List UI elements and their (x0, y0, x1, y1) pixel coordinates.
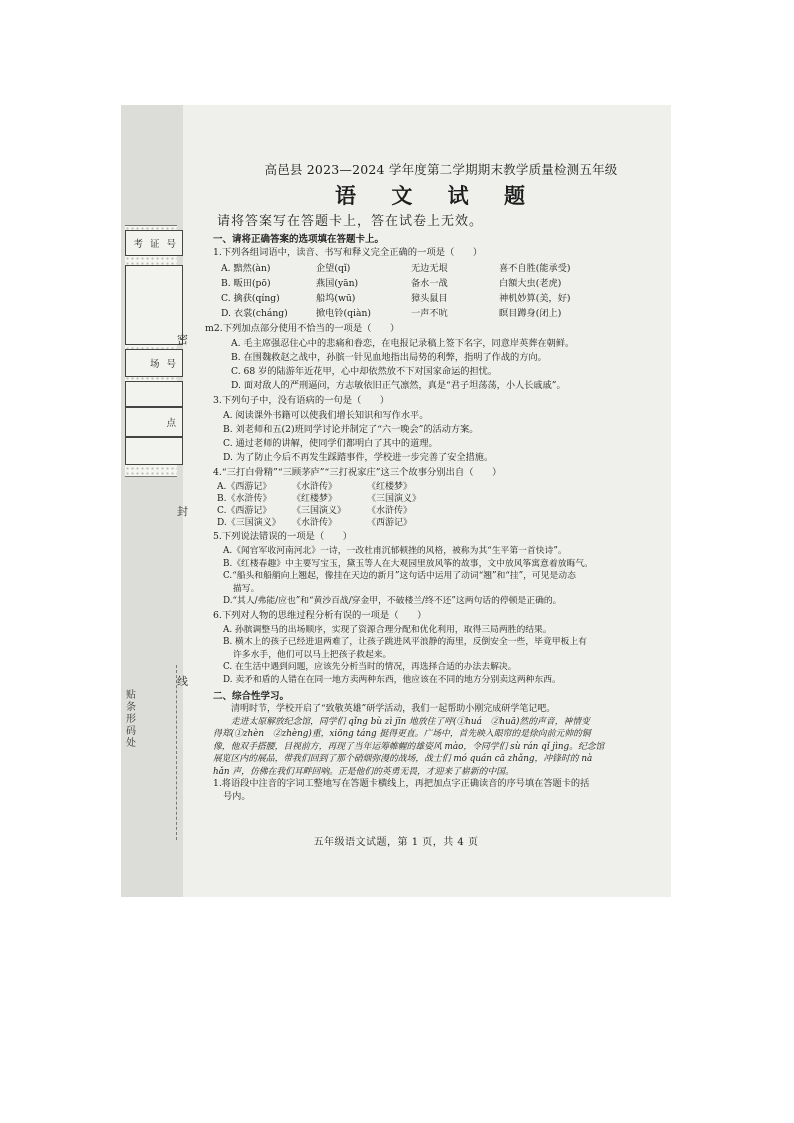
q1-a-2: 企望(qǐ) (316, 263, 351, 274)
q5-option-c: C.“船头和船艄向上翘起，像挂在天边的新月”这句话中运用了动词“翘”和“挂”，可见是动态 (223, 571, 576, 581)
exam-photo (121, 105, 671, 897)
question-5: 5.下列说法错误的一项是（ ） (213, 531, 353, 542)
q4-c-3: 《水浒传》 (367, 506, 413, 516)
blank-box (125, 265, 183, 345)
q3-option-c: C. 通过老师的讲解，使同学们都明白了其中的道理。 (223, 438, 438, 449)
seal-mark-3: 线 (177, 675, 188, 688)
q2-stem: 2.下列加点部分使用不恰当的一项是（ ） (213, 323, 400, 334)
q2-option-d: D. 面对敌人的严刑逼问，方志敏依旧正气凛然，真是“君子坦荡荡，小人长戚戚”。 (231, 380, 566, 391)
q1-a-1: A. 黯然(àn) (221, 263, 271, 274)
question-2 (205, 322, 661, 336)
q1-a-3: 无边无垠 (411, 263, 448, 274)
q4-d-3: 《西游记》 (367, 518, 413, 528)
q1-d-1: D. 衣裳(cháng) (221, 308, 288, 319)
room-number-box (125, 349, 183, 377)
q4-b-1: B.《水浒传》 (217, 494, 272, 504)
passage-line-3: 像，他双手搭腰，目视前方，再现了当年运筹帷幄的雄姿风 mào，令同学们 sù rán qǐ jìng。纪念馆 (213, 741, 605, 752)
passage-line-1: 走进太原解放纪念馆，同学们 qǐng bù zì jīn 地放住了呼(①huá ②huā)然的声音，神情变 (231, 716, 590, 727)
q4-c-1: C.《西游记》 (217, 506, 272, 516)
question-4: 4.“三打白骨精”“三顾茅庐”“三打祝家庄”这三个故事分别出自（ ） (213, 467, 502, 478)
q4-a-1: A.《西游记》 (217, 482, 272, 492)
seal-mark-1: 密 (177, 333, 188, 346)
q1-d-2: 掀电铃(qiàn) (316, 308, 371, 319)
q4-row-b (217, 493, 661, 505)
q4-a-2: 《水浒传》 (292, 482, 338, 492)
q4-d-2: 《水浒传》 (292, 518, 338, 528)
seal-mark-2: 封 (177, 505, 188, 518)
section-2-intro: 清明时节，学校开启了“致敬英雄”研学活动，我们一起帮助小刚完成研学笔记吧。 (231, 704, 556, 714)
q1-b-3: 备水一战 (411, 278, 448, 289)
answer-instruction: 请将答案写在答题卡上，答在试卷上无效。 (217, 214, 484, 229)
exam-content (205, 160, 661, 803)
question-1: 1.下列各组词语中，读音、书写和释义完全正确的一项是（ ） (213, 247, 483, 258)
q6-option-b: B. 横木上的孩子已经进退两难了，让孩子跳进风平浪静的海里，反倒安全一些，毕竟甲板上有 (223, 637, 587, 647)
q3-option-b: B. 刘老师和五(2)班同学讨论并制定了“六一晚会”的活动方案。 (223, 424, 479, 435)
passage-line-4: 展览区内的展品，带我们回到了那个硝烟弥漫的战场，战士们 mó quán cā zhǎng，冲锋时的 nà (213, 754, 593, 764)
exam-title: 高邑县 2023—2024 学年度第二学期期末教学质量检测五年级 (264, 162, 618, 177)
q1-c-1: C. 擒获(qíng) (221, 293, 280, 304)
section-2-heading: 二、综合性学习。 (213, 691, 290, 702)
q4-row-a (217, 481, 661, 493)
barcode-note: 贴条形码处 (126, 690, 136, 749)
q1-a-4: 喜不自胜(能承受) (499, 263, 571, 274)
q3-option-d: D. 为了防止今后不再发生踩踏事件，学校进一步完善了安全措施。 (223, 452, 494, 463)
section-1-heading: 一、请将正确答案的选项填在答题卡上。 (213, 234, 385, 245)
question-3: 3.下列句子中，没有语病的一句是（ ） (213, 395, 390, 406)
q1-c-3: 獐头鼠目 (411, 293, 448, 304)
q1-row-d (221, 306, 661, 321)
subject-title: 语 文 试 题 (335, 183, 539, 208)
q4-d-1: D.《三国演义》 (217, 518, 281, 528)
section-2-q1: 1.将语段中注音的字词工整地写在答题卡横线上，再把加点字正确读音的序号填在答题卡的括 (213, 778, 590, 789)
q4-c-2: 《三国演义》 (292, 506, 347, 516)
blank-box-3 (125, 437, 183, 465)
q2-option-c: C. 68 岁的陆游年近花甲，心中却依然放不下对国家命运的担忧。 (231, 366, 498, 377)
q2-prefix: m (205, 323, 214, 334)
seat-box (125, 407, 183, 437)
q6-option-a: A. 孙膑调整马的出场顺序，实现了资源合理分配和优化利用，取得三局两胜的结果。 (223, 624, 552, 635)
q1-b-2: 燕国(yān) (316, 278, 359, 289)
q5-option-d: D.“其人/弗能/应也”和“黄沙百战/穿金甲，不破楼兰/终不还”这两句话的停顿是正确的。 (223, 596, 562, 606)
q4-row-d (217, 517, 661, 529)
q1-d-3: 一声不吭 (411, 308, 448, 319)
q4-b-3: 《三国演义》 (367, 494, 422, 504)
q6-option-b-cont: 许多水手，他们可以马上把孩子救起来。 (233, 649, 392, 660)
q1-row-c (221, 291, 661, 306)
exam-number-label: 考 证 号 (133, 239, 178, 250)
q5-option-c-cont: 描写。 (233, 583, 260, 594)
q1-row-b (221, 276, 661, 291)
page-footer: 五年级语文试题，第 1 页，共 4 页 (313, 837, 479, 848)
q4-row-c (217, 505, 661, 517)
q4-b-2: 《红楼梦》 (292, 494, 338, 504)
exam-number-box (125, 230, 183, 256)
seat-label: 点 (166, 418, 178, 429)
q4-a-3: 《红楼梦》 (367, 482, 413, 492)
room-number-label: 场 号 (149, 359, 178, 370)
q6-option-d: D. 卖矛和盾的人错在在同一地方卖两种东西，他应该在不同的地方分别卖这两种东西。 (223, 674, 561, 685)
q1-c-2: 船坞(wū) (316, 293, 356, 304)
q1-b-1: B. 畈田(pō) (221, 278, 271, 289)
q1-row-a (221, 261, 661, 276)
q2-option-a: A. 毛主席强忍住心中的悲痛和眷恋，在电报记录稿上签下名字，同意岸英葬在朝鲜。 (231, 338, 575, 349)
question-6: 6.下列对人物的思维过程分析有误的一项是（ ） (213, 609, 427, 621)
blank-box-2 (125, 381, 183, 407)
q1-c-4: 神机妙算(美，好) (499, 293, 571, 304)
passage-line-5: hǎn 声，仿佛在我们耳畔回响。正是他们的英勇无畏，才迎来了崭新的中国。 (213, 766, 514, 777)
q3-option-a: A. 阅读课外书籍可以使我们增长知识和写作水平。 (223, 410, 429, 421)
q5-option-a: A.《闻官军收河南河北》一诗，一改杜甫沉郁顿挫的风格，被称为其“生平第一首快诗”。 (223, 546, 567, 556)
section-2-q1-cont: 号内。 (223, 790, 251, 802)
passage-line-2: 得郑(①zhèn ②zhèng)重，xiōng táng 挺得更直。广场中，首先映入眼帘的是徐向前元帅的铜 (213, 729, 591, 739)
q2-option-b: B. 在围魏救赵之战中，孙膑一针见血地指出局势的利弊，指明了作战的方向。 (231, 352, 547, 363)
q6-option-c: C. 在生活中遇到问题，应该先分析当时的情况，再选择合适的办法去解决。 (223, 662, 517, 672)
q1-d-4: 瞑目蹲身(闭上) (499, 308, 562, 319)
q5-option-b: B.《红楼春趣》中主要写宝玉，黛玉等人在大观园里放风筝的故事，文中放风筝寓意着放晦气。 (223, 558, 593, 569)
q1-b-4: 白額大虫(老虎) (499, 278, 562, 289)
